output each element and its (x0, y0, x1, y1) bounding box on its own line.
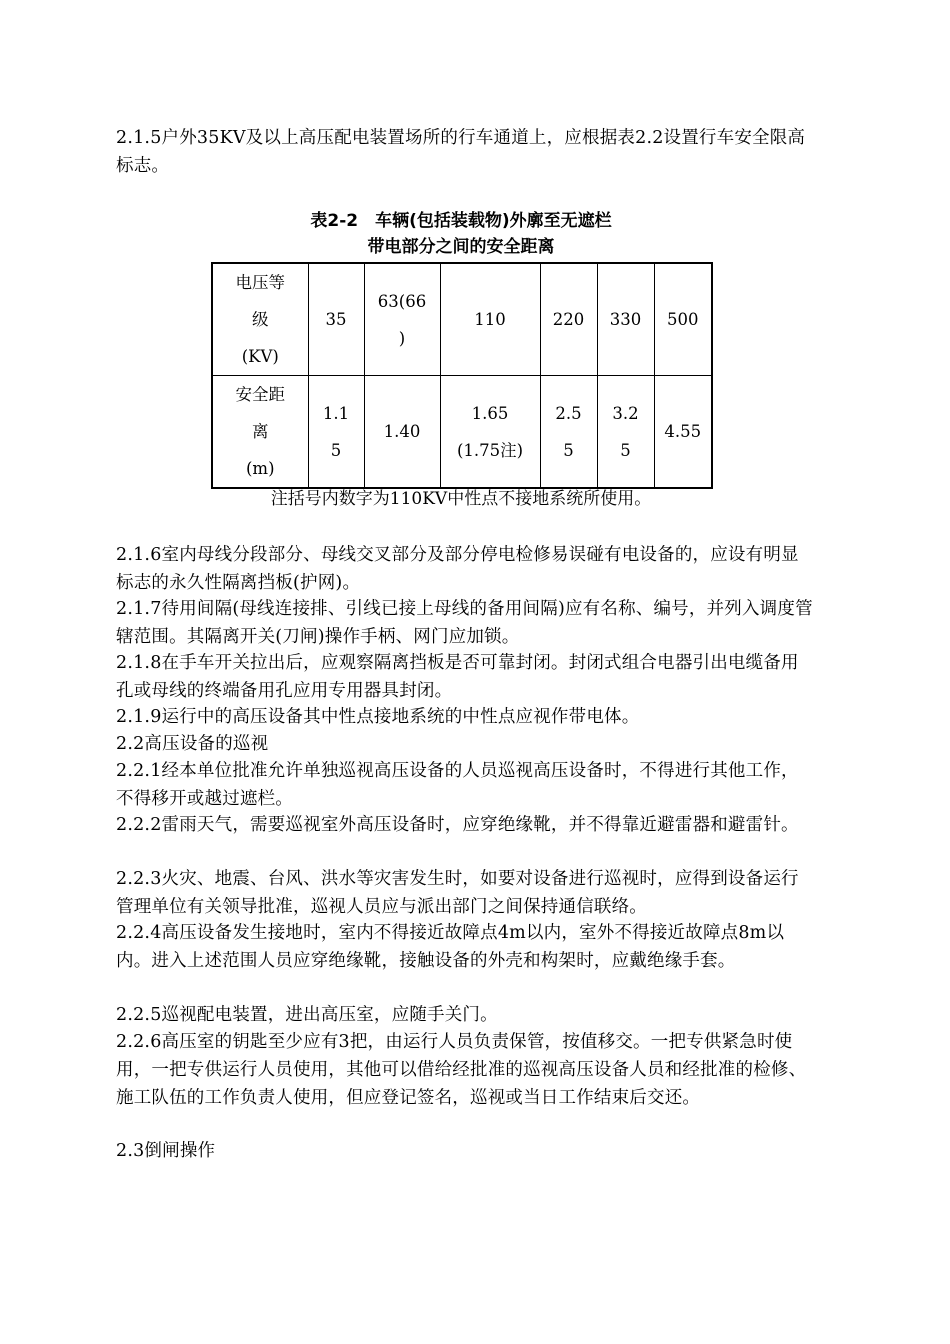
paragraph-2-2-4: 2.2.4高压设备发生接地时，室内不得接近故障点4m以内，室外不得接近故障点8m以内。进入上述范围人员应穿绝缘靴，接触设备的外壳和构架时，应戴绝缘手套。 (116, 923, 785, 971)
table-cell: 35 (308, 263, 364, 376)
table-cell: 330 (597, 263, 654, 376)
paragraph-2-2-1: 2.2.1经本单位批准允许单独巡视高压设备的人员巡视高压设备时，不得进行其他工作，不得移开或越过遮栏。 (116, 761, 799, 809)
row-header-distance: 安全距 离 (m) (212, 376, 308, 489)
row-header-voltage: 电压等 级 (KV) (212, 263, 308, 376)
paragraph-2-2-6: 2.2.6高压室的钥匙至少应有3把，由运行人员负责保管，按值移交。一把专供紧急时使用，一把专供运行人员使用，其他可以借给经批准的巡视高压设备人员和经批准的检修、施工队伍的工作负责人使用，但应登记签名，巡视或当日工作结束后交还。 (116, 1032, 807, 1108)
paragraph-2-2-2: 2.2.2雷雨天气，需要巡视室外高压设备时，应穿绝缘靴，并不得靠近避雷器和避雷针。 (116, 815, 799, 835)
paragraph-2-1-6: 2.1.6室内母线分段部分、母线交叉部分及部分停电检修易误碰有电设备的，应设有明显标志的永久性隔离挡板(护网)。 (116, 545, 799, 593)
paragraph-2-1-7: 2.1.7待用间隔(母线连接排、引线已接上母线的备用间隔)应有名称、编号，并列入调度管辖范围。其隔离开关(刀闸)操作手柄、网门应加锁。 (116, 599, 813, 647)
section-heading-2-3: 2.3倒闸操作 (116, 1141, 216, 1161)
table-cell: 1.65 (1.75注) (440, 376, 540, 489)
table-row-distance (212, 376, 712, 489)
section-heading-2-2: 2.2高压设备的巡视 (116, 734, 269, 754)
paragraph-2-1-9: 2.1.9运行中的高压设备其中性点接地系统的中性点应视作带电体。 (116, 707, 640, 727)
table-cell: 4.55 (654, 376, 712, 489)
table-cell: 2.5 5 (540, 376, 597, 489)
intro-paragraph: 2.1.5户外35KV及以上高压配电装置场所的行车通道上，应根据表2.2设置行车安全限高标志。 (116, 128, 806, 176)
table-cell: 1.40 (364, 376, 440, 489)
table-cell: 500 (654, 263, 712, 376)
table-cell: 1.1 5 (308, 376, 364, 489)
table-cell: 63(66 ) (364, 263, 440, 376)
table-caption-line1: 表2-2 车辆(包括装载物)外廓至无遮栏 (310, 211, 612, 231)
table-cell: 220 (540, 263, 597, 376)
table-caption-line2: 带电部分之间的安全距离 (367, 237, 555, 257)
table-row-voltage (212, 263, 712, 376)
safety-distance-table (211, 262, 713, 489)
table-note: 注括号内数字为110KV中性点不接地系统所使用。 (270, 489, 652, 509)
table-cell: 3.2 5 (597, 376, 654, 489)
paragraph-2-2-5: 2.2.5巡视配电装置，进出高压室，应随手关门。 (116, 1005, 498, 1025)
table-cell: 110 (440, 263, 540, 376)
paragraph-2-2-3: 2.2.3火灾、地震、台风、洪水等灾害发生时，如要对设备进行巡视时，应得到设备运行管理单位有关领导批准，巡视人员应与派出部门之间保持通信联络。 (116, 869, 799, 917)
paragraph-2-1-8: 2.1.8在手车开关拉出后，应观察隔离挡板是否可靠封闭。封闭式组合电器引出电缆备用孔或母线的终端备用孔应用专用器具封闭。 (116, 653, 799, 701)
